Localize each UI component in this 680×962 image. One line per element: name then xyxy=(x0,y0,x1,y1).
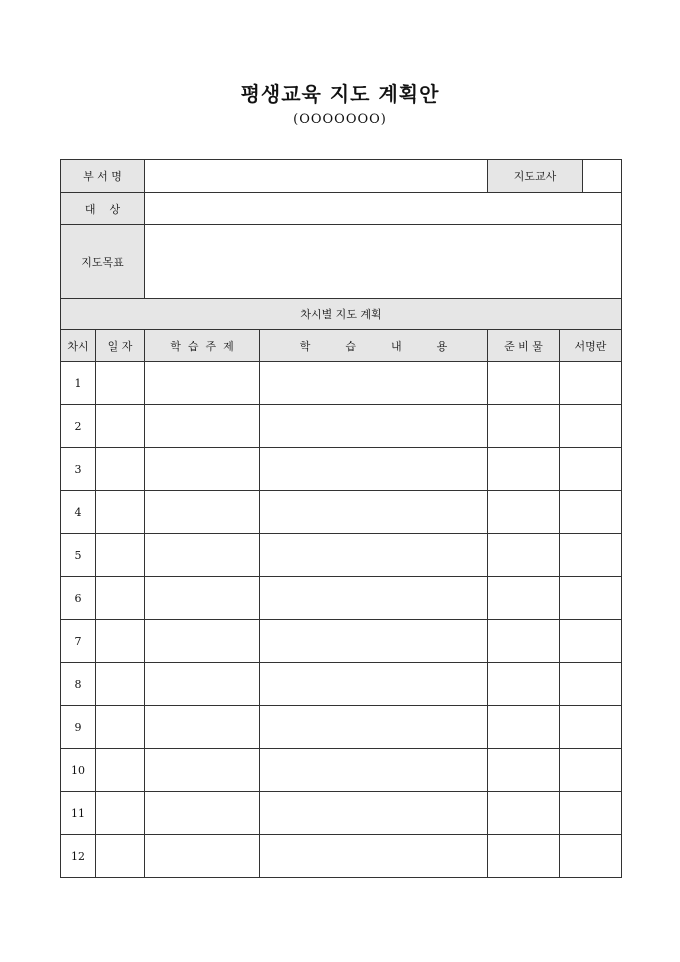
column-header: 학 습 주 제 xyxy=(145,330,260,362)
lesson-materials-cell[interactable] xyxy=(488,749,560,792)
lesson-content-cell[interactable] xyxy=(260,620,488,663)
lesson-date-cell[interactable] xyxy=(96,362,145,405)
teacher-label: 지도교사 xyxy=(488,160,583,192)
lesson-topic-cell[interactable] xyxy=(145,577,260,620)
lesson-date-cell[interactable] xyxy=(96,491,145,534)
lesson-content-cell[interactable] xyxy=(260,749,488,792)
lesson-materials-cell[interactable] xyxy=(488,706,560,749)
lesson-content-cell[interactable] xyxy=(260,405,488,448)
column-header-row xyxy=(61,330,622,362)
lesson-topic-cell[interactable] xyxy=(145,362,260,405)
column-header: 일 자 xyxy=(96,330,145,362)
section-title: 차시별 지도 계획 xyxy=(61,299,622,330)
lesson-topic-cell[interactable] xyxy=(145,663,260,706)
lesson-materials-cell[interactable] xyxy=(488,577,560,620)
lesson-topic-cell[interactable] xyxy=(145,835,260,878)
lesson-date-cell[interactable] xyxy=(96,534,145,577)
lesson-row xyxy=(61,835,622,878)
lesson-materials-cell[interactable] xyxy=(488,448,560,491)
lesson-row xyxy=(61,534,622,577)
lesson-row xyxy=(61,663,622,706)
lesson-number: 12 xyxy=(61,835,96,878)
lesson-date-cell[interactable] xyxy=(96,663,145,706)
goal-label: 지도목표 xyxy=(61,225,145,299)
lesson-topic-cell[interactable] xyxy=(145,749,260,792)
document-title: 평생교육 지도 계획안 xyxy=(240,82,440,106)
lesson-topic-cell[interactable] xyxy=(145,405,260,448)
target-label: 대 상 xyxy=(61,193,145,225)
lesson-row xyxy=(61,792,622,835)
lesson-row xyxy=(61,491,622,534)
lesson-signature-cell[interactable] xyxy=(560,405,622,448)
lesson-date-cell[interactable] xyxy=(96,706,145,749)
lesson-date-cell[interactable] xyxy=(96,792,145,835)
lesson-content-cell[interactable] xyxy=(260,792,488,835)
lesson-topic-cell[interactable] xyxy=(145,706,260,749)
plan-form-table xyxy=(60,159,622,878)
dept-label: 부 서 명 xyxy=(61,160,145,193)
lesson-content-cell[interactable] xyxy=(260,491,488,534)
lesson-row xyxy=(61,706,622,749)
lesson-number: 7 xyxy=(61,620,96,663)
lesson-content-cell[interactable] xyxy=(260,835,488,878)
lesson-date-cell[interactable] xyxy=(96,448,145,491)
lesson-number: 2 xyxy=(61,405,96,448)
goal-value-cell[interactable] xyxy=(145,225,622,299)
lesson-topic-cell[interactable] xyxy=(145,620,260,663)
lesson-signature-cell[interactable] xyxy=(560,448,622,491)
lesson-materials-cell[interactable] xyxy=(488,405,560,448)
lesson-date-cell[interactable] xyxy=(96,835,145,878)
lesson-number: 10 xyxy=(61,749,96,792)
lesson-signature-cell[interactable] xyxy=(560,534,622,577)
lesson-row xyxy=(61,362,622,405)
lesson-signature-cell[interactable] xyxy=(560,620,622,663)
column-header: 서명란 xyxy=(560,330,622,362)
lesson-number: 5 xyxy=(61,534,96,577)
lesson-topic-cell[interactable] xyxy=(145,534,260,577)
lesson-signature-cell[interactable] xyxy=(560,362,622,405)
lesson-materials-cell[interactable] xyxy=(488,620,560,663)
lesson-content-cell[interactable] xyxy=(260,362,488,405)
lesson-row xyxy=(61,620,622,663)
column-header: 학 습 내 용 xyxy=(260,330,488,362)
lesson-topic-cell[interactable] xyxy=(145,792,260,835)
lesson-signature-cell[interactable] xyxy=(560,706,622,749)
dept-value-cell[interactable] xyxy=(145,160,488,193)
target-value-cell[interactable] xyxy=(145,193,622,225)
lesson-signature-cell[interactable] xyxy=(560,491,622,534)
lesson-topic-cell[interactable] xyxy=(145,448,260,491)
teacher-split-cell xyxy=(488,160,622,193)
lesson-content-cell[interactable] xyxy=(260,706,488,749)
lesson-materials-cell[interactable] xyxy=(488,792,560,835)
lesson-materials-cell[interactable] xyxy=(488,362,560,405)
lesson-number: 9 xyxy=(61,706,96,749)
lesson-number: 8 xyxy=(61,663,96,706)
lesson-number: 1 xyxy=(61,362,96,405)
lesson-number: 4 xyxy=(61,491,96,534)
lesson-topic-cell[interactable] xyxy=(145,491,260,534)
lesson-content-cell[interactable] xyxy=(260,534,488,577)
lesson-materials-cell[interactable] xyxy=(488,835,560,878)
teacher-value-cell[interactable] xyxy=(583,160,621,192)
lesson-signature-cell[interactable] xyxy=(560,663,622,706)
lesson-number: 6 xyxy=(61,577,96,620)
lesson-materials-cell[interactable] xyxy=(488,534,560,577)
lesson-signature-cell[interactable] xyxy=(560,577,622,620)
lesson-content-cell[interactable] xyxy=(260,663,488,706)
column-header: 차시 xyxy=(61,330,96,362)
lesson-row xyxy=(61,749,622,792)
lesson-date-cell[interactable] xyxy=(96,620,145,663)
lesson-content-cell[interactable] xyxy=(260,577,488,620)
lesson-number: 3 xyxy=(61,448,96,491)
lesson-number: 11 xyxy=(61,792,96,835)
lesson-materials-cell[interactable] xyxy=(488,663,560,706)
lesson-materials-cell[interactable] xyxy=(488,491,560,534)
lesson-content-cell[interactable] xyxy=(260,448,488,491)
lesson-date-cell[interactable] xyxy=(96,405,145,448)
lesson-row xyxy=(61,405,622,448)
document-subtitle: (OOOOOOO) xyxy=(293,112,387,127)
lesson-row xyxy=(61,577,622,620)
lesson-row xyxy=(61,448,622,491)
lesson-date-cell[interactable] xyxy=(96,577,145,620)
lesson-signature-cell[interactable] xyxy=(560,749,622,792)
column-header: 준 비 물 xyxy=(488,330,560,362)
lesson-signature-cell[interactable] xyxy=(560,792,622,835)
lesson-date-cell[interactable] xyxy=(96,749,145,792)
lesson-signature-cell[interactable] xyxy=(560,835,622,878)
